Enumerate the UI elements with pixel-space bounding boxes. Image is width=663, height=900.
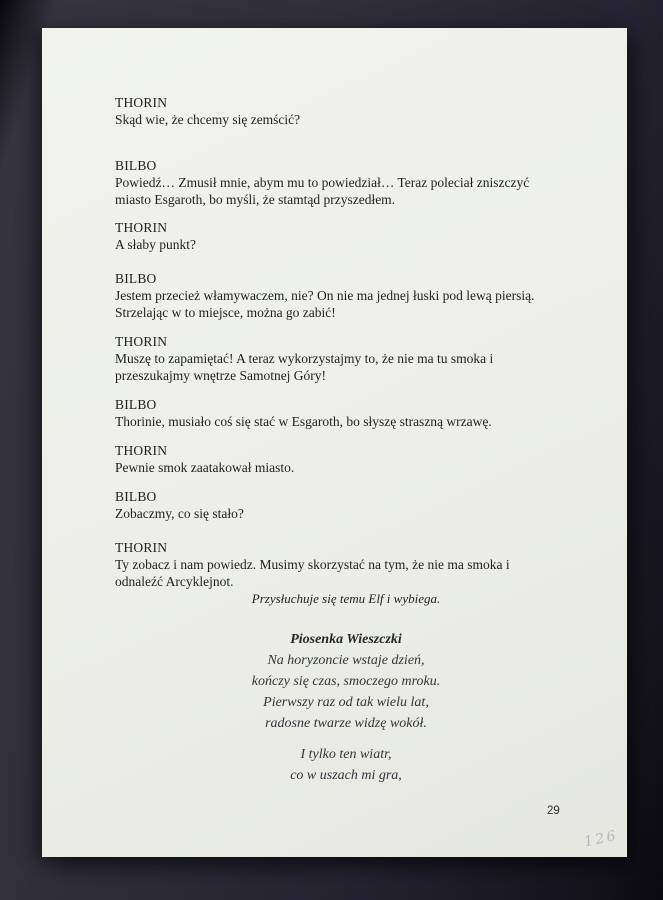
song-line: Pierwszy raz od tak wielu lat, [263,695,429,710]
dialogue-line: przeszukajmy wnętrze Samotnej Góry! [115,368,327,383]
dialogue-line: Skąd wie, że chcemy się zemścić? [115,112,301,127]
song-title: Piosenka Wieszczki [290,632,402,647]
song-stanza [115,744,577,786]
dialogue-block [115,539,577,590]
speaker-name: THORIN [115,540,168,555]
song-line: radosne twarze widzę wokół. [265,716,427,731]
song-block [115,629,577,786]
song-stanza [115,650,577,734]
dialogue-line: Powiedź… Zmusił mnie, abym mu to powiedział… Teraz poleciał zniszczyć [115,175,530,190]
dialogue-block [115,270,577,321]
song-line: kończy się czas, smoczego mroku. [251,674,441,689]
dialogue-line: Muszę to zapamiętać! A teraz wykorzystajmy to, że nie ma tu smoka i [115,351,494,366]
song-line: Na horyzoncie wstaje dzień, [267,653,425,668]
dialogue-block [115,442,577,476]
dialogue-line: Thorinie, musiało coś się stać w Esgaroth, bo słyszę straszną wrzawę. [115,414,492,429]
dialogue-line: miasto Esgaroth, bo myśli, że stamtąd przyszedłem. [115,192,396,207]
dialogue-block [115,157,577,208]
song-line: co w uszach mi gra, [290,768,402,783]
speaker-name: THORIN [115,334,168,349]
dialogue-line: odnaleźć Arcyklejnot. [115,574,234,589]
speaker-name: THORIN [115,95,168,110]
speaker-name: BILBO [115,271,157,286]
dialogue-line: Strzelając w to miejsce, można go zabić! [115,305,336,320]
speaker-name: BILBO [115,158,157,173]
speaker-name: BILBO [115,489,157,504]
script-page [42,28,627,857]
handwritten-page-number: 126 [582,827,620,851]
dialogue-block [115,94,577,128]
speaker-name: BILBO [115,397,157,412]
dialogue-block [115,219,577,253]
stage-direction: Przysłuchuje się temu Elf i wybiega. [251,591,441,606]
dialogue-block [115,488,577,522]
dialogue-block [115,333,577,384]
speaker-name: THORIN [115,443,168,458]
dialogue-line: Zobaczmy, co się stało? [115,506,244,521]
speaker-name: THORIN [115,220,168,235]
song-line: I tylko ten wiatr, [300,747,392,762]
dialogue-line: Pewnie smok zaatakował miasto. [115,460,295,475]
page-number: 29 [547,805,560,817]
script-text-column [115,94,577,786]
dialogue-line: Ty zobacz i nam powiedz. Musimy skorzystać na tym, że nie ma smoka i [115,557,510,572]
dialogue-block [115,396,577,430]
dialogue-line: A słaby punkt? [115,237,196,252]
dialogue-line: Jestem przecież włamywaczem, nie? On nie ma jednej łuski pod lewą piersią. [115,288,535,303]
